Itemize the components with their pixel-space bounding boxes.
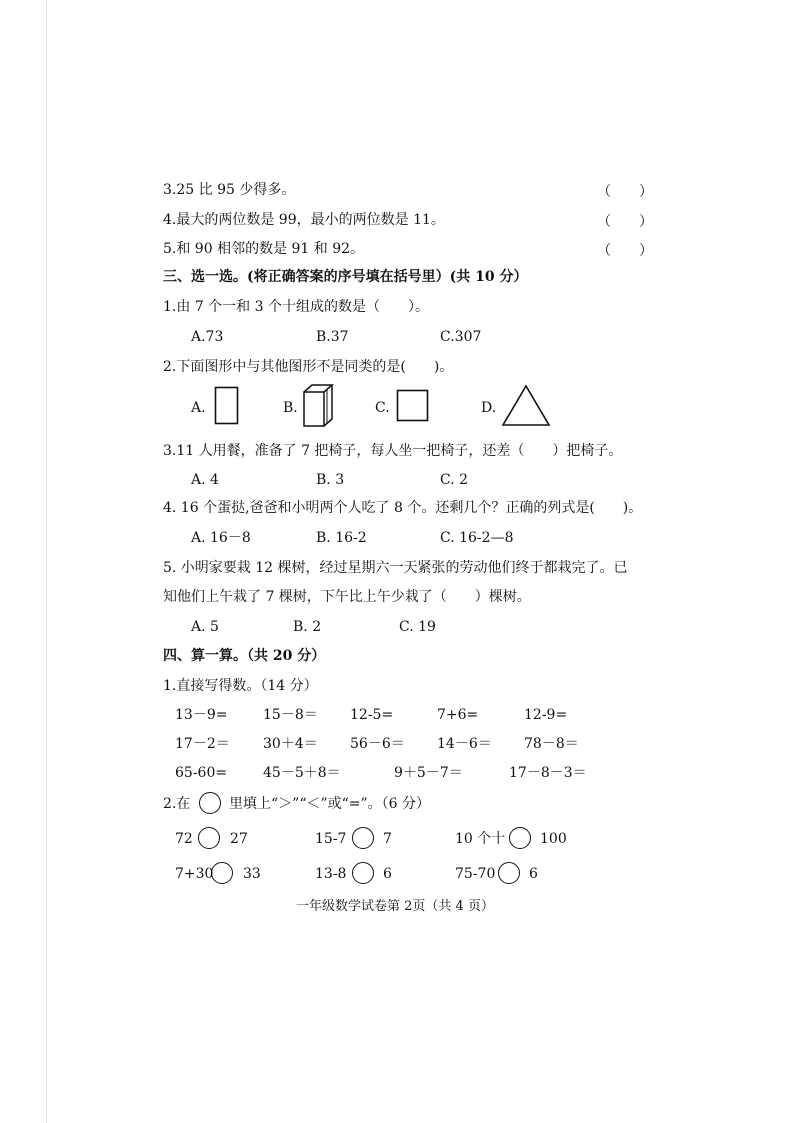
part2-title-after: 里填上“＞”“＜”或“=”。（6 分） xyxy=(229,796,431,812)
q5-text-line2: 知他们上午栽了 7 棵树，下午比上午少栽了（ ）棵树。 xyxy=(163,589,531,605)
calc-item: 13－9= xyxy=(175,707,228,723)
q5-text-line1: 5. 小明家要栽 12 棵树，经过星期六一天紧张的劳动他们终于都栽完了。已 xyxy=(163,560,628,576)
compare-left: 10 个十 xyxy=(455,831,506,847)
part2-title-before: 2.在 xyxy=(163,796,191,812)
judge-answer-3[interactable]: （ ） xyxy=(597,184,653,200)
q3-option-c[interactable]: C. 2 xyxy=(440,472,469,488)
q2-option-c[interactable]: C. xyxy=(375,400,390,416)
judge-item-5: 5.和 90 相邻的数是 91 和 92。 xyxy=(163,241,365,257)
calc-item: 9＋5－7＝ xyxy=(394,765,463,781)
compare-blank[interactable] xyxy=(352,862,374,884)
part1-title: 1.直接写得数。（14 分） xyxy=(163,678,318,694)
q5-option-a[interactable]: A. 5 xyxy=(191,619,219,635)
cuboid-shape xyxy=(302,383,338,429)
triangle-shape xyxy=(501,384,551,428)
compare-right: 6 xyxy=(383,866,392,882)
calc-item: 7+6= xyxy=(437,707,479,723)
compare-blank[interactable] xyxy=(211,862,233,884)
page-edge xyxy=(46,0,47,1123)
q3-option-a[interactable]: A. 4 xyxy=(191,472,219,488)
calc-item: 12-9= xyxy=(524,707,568,723)
rectangle-shape xyxy=(214,386,240,426)
compare-blank[interactable] xyxy=(498,862,520,884)
compare-right: 100 xyxy=(540,831,567,847)
section3-heading: 三、选一选。(将正确答案的序号填在括号里）(共 10 分） xyxy=(163,269,528,285)
q3-option-b[interactable]: B. 3 xyxy=(316,472,345,488)
compare-blank[interactable] xyxy=(509,827,531,849)
calc-item: 65-60= xyxy=(175,765,228,781)
calc-item: 30＋4＝ xyxy=(263,736,318,752)
q3-text: 3.11 人用餐，准备了 7 把椅子，每人坐一把椅子，还差（ ）把椅子。 xyxy=(163,443,623,459)
q5-option-b[interactable]: B. 2 xyxy=(293,619,322,635)
q2-text: 2.下面图形中与其他图形不是同类的是( )。 xyxy=(163,359,454,375)
calc-item: 78－8＝ xyxy=(524,736,579,752)
calc-item: 17－8－3＝ xyxy=(509,765,587,781)
compare-left: 75-70 xyxy=(455,866,496,882)
q5-option-c[interactable]: C. 19 xyxy=(399,619,436,635)
q1-option-a[interactable]: A.73 xyxy=(191,329,224,345)
page-footer: 一年级数学试卷第 2页（共 4 页） xyxy=(296,899,494,914)
calc-item: 15－8＝ xyxy=(263,707,318,723)
section4-heading: 四、算一算。（共 20 分） xyxy=(163,648,326,664)
q4-text: 4. 16 个蛋挞,爸爸和小明两个人吃了 8 个。还剩几个？正确的列式是( )。 xyxy=(163,500,643,516)
judge-item-3: 3.25 比 95 少得多。 xyxy=(163,182,296,198)
q4-option-c[interactable]: C. 16-2—8 xyxy=(440,530,514,546)
judge-answer-5[interactable]: （ ） xyxy=(597,243,653,259)
compare-blank[interactable] xyxy=(198,827,220,849)
q1-option-b[interactable]: B.37 xyxy=(316,329,349,345)
compare-left: 7+30 xyxy=(175,866,214,882)
calc-item: 12-5= xyxy=(350,707,394,723)
judge-answer-4[interactable]: （ ） xyxy=(597,214,653,230)
q4-option-b[interactable]: B. 16-2 xyxy=(316,530,367,546)
q1-option-c[interactable]: C.307 xyxy=(440,329,482,345)
q2-option-d[interactable]: D. xyxy=(481,400,497,416)
circle-icon xyxy=(199,792,221,814)
calc-item: 17－2＝ xyxy=(175,736,230,752)
calc-item: 45－5＋8＝ xyxy=(263,765,341,781)
compare-right: 27 xyxy=(230,831,248,847)
calc-item: 56－6＝ xyxy=(350,736,405,752)
q1-text: 1.由 7 个一和 3 个十组成的数是（ ）。 xyxy=(163,299,429,315)
compare-left: 13-8 xyxy=(315,866,347,882)
compare-left: 15-7 xyxy=(315,831,347,847)
compare-left: 72 xyxy=(175,831,193,847)
q2-option-a[interactable]: A. xyxy=(191,400,206,416)
compare-right: 6 xyxy=(529,866,538,882)
square-shape xyxy=(396,389,430,423)
calc-item: 14－6＝ xyxy=(437,736,492,752)
compare-blank[interactable] xyxy=(352,827,374,849)
compare-right: 7 xyxy=(383,831,392,847)
q4-option-a[interactable]: A. 16－8 xyxy=(191,530,251,546)
q2-option-b[interactable]: B. xyxy=(283,400,298,416)
compare-right: 33 xyxy=(243,866,261,882)
judge-item-4: 4.最大的两位数是 99，最小的两位数是 11。 xyxy=(163,212,445,228)
